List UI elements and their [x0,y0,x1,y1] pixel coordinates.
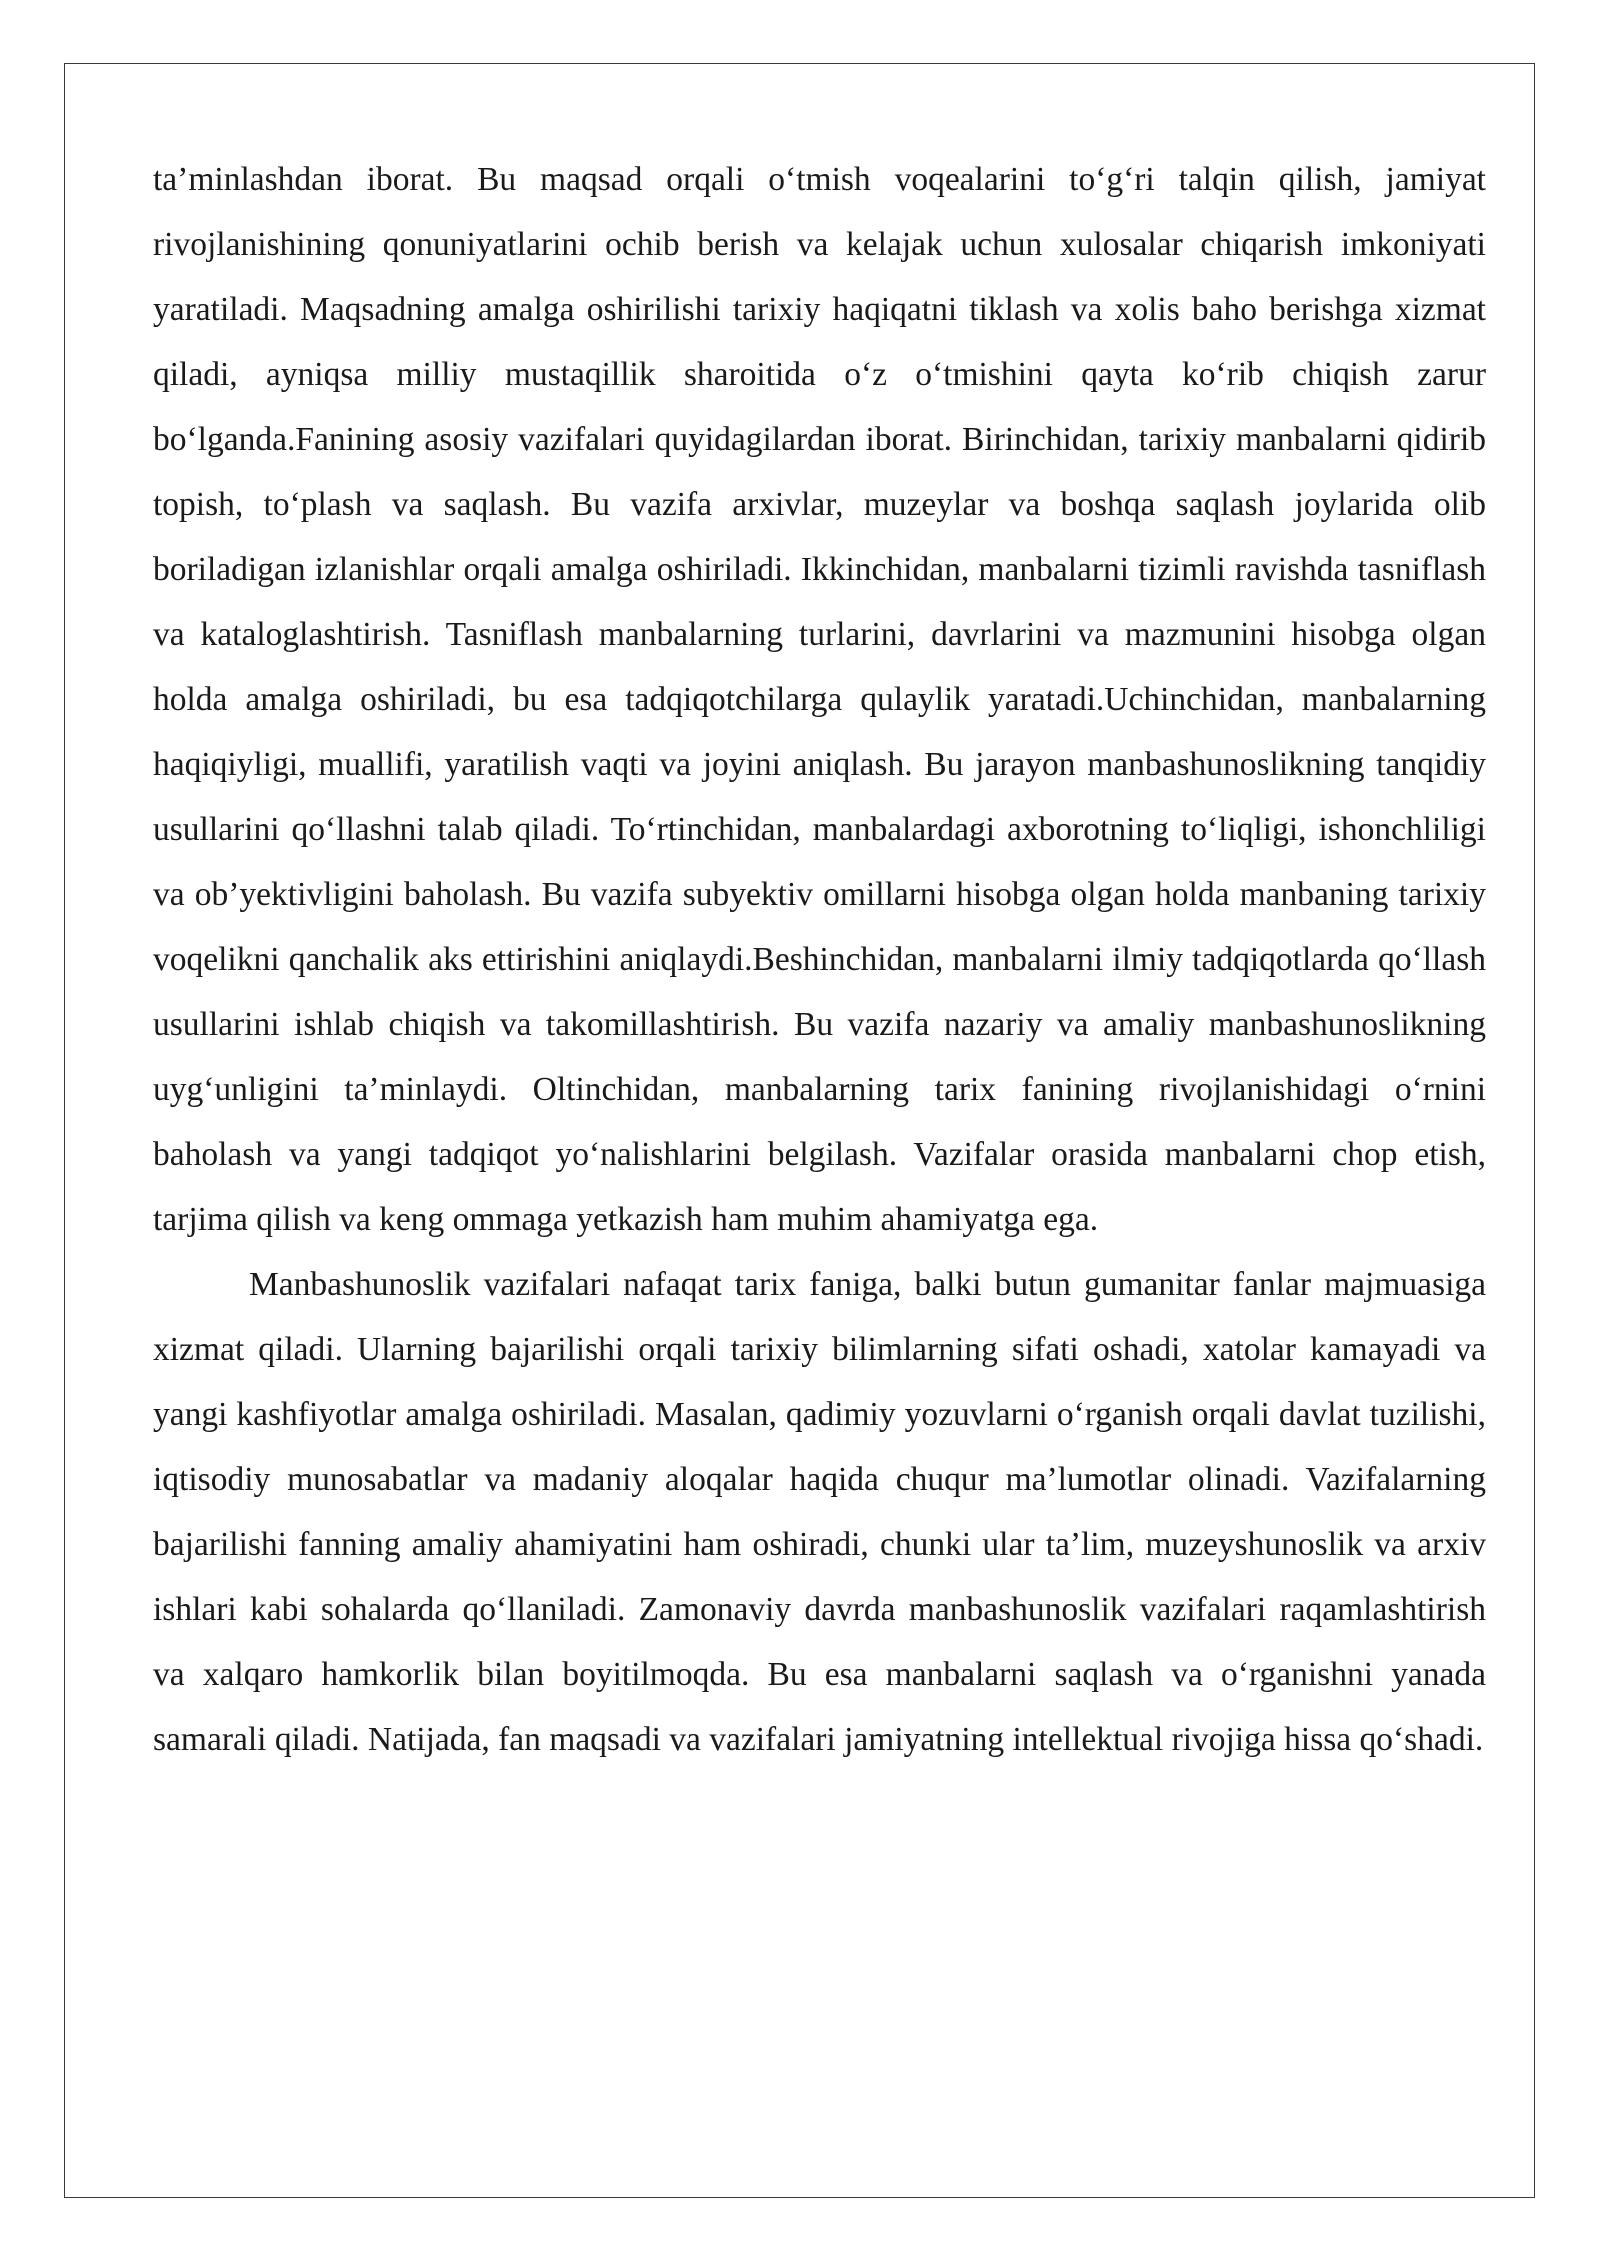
document-body [153,147,1486,1772]
paragraph-2: Manbashunoslik vazifalari nafaqat tarix faniga, balki butun gumanitar fanlar majmuasiga xizmat qiladi. Ularning bajarilishi orqali tarixiy bilimlarning sifati oshadi, xatolar kamayadi va yangi kashfiyotlar amalga oshiriladi. Masalan, qadimiy yozuvlarni o‘rganish orqali davlat tuzilishi, iqtisodiy munosabatlar va madaniy aloqalar haqida chuqur ma’lumotlar olinadi. Vazifalarning bajarilishi fanning amaliy ahamiyatini ham oshiradi, chunki ular ta’lim, muzeyshunoslik va arxiv ishlari kabi sohalarda qo‘llaniladi. Zamonaviy davrda manbashunoslik vazifalari raqamlashtirish va xalqaro hamkorlik bilan boyitilmoqda. Bu esa manbalarni saqlash va o‘rganishni yanada samarali qiladi. Natijada, fan maqsadi va vazifalari jamiyatning intellektual rivojiga hissa qo‘shadi. [153,1266,1486,1758]
paragraph-1: ta’minlashdan iborat. Bu maqsad orqali o‘tmish voqealarini to‘g‘ri talqin qilish, jamiyat rivojlanishining qonuniyatlarini ochib berish va kelajak uchun xulosalar chiqarish imkoniyati yaratiladi. Maqsadning amalga oshirilishi tarixiy haqiqatni tiklash va xolis baho berishga xizmat qiladi, ayniqsa milliy mustaqillik sharoitida o‘z o‘tmishini qayta ko‘rib chiqish zarur bo‘lganda.Fanining asosiy vazifalari quyidagilardan iborat. Birinchidan, tarixiy manbalarni qidirib topish, to‘plash va saqlash. Bu vazifa arxivlar, muzeylar va boshqa saqlash joylarida olib boriladigan izlanishlar orqali amalga oshiriladi. Ikkinchidan, manbalarni tizimli ravishda tasniflash va kataloglashtirish. Tasniflash manbalarning turlarini, davrlarini va mazmunini hisobga olgan holda amalga oshiriladi, bu esa tadqiqotchilarga qulaylik yaratadi.Uchinchidan, manbalarning haqiqiyligi, muallifi, yaratilish vaqti va joyini aniqlash. Bu jarayon manbashunoslikning tanqidiy usullarini qo‘llashni talab qiladi. To‘rtinchidan, manbalardagi axborotning to‘liqligi, ishonchliligi va ob’yektivligini baholash. Bu vazifa subyektiv omillarni hisobga olgan holda manbaning tarixiy voqelikni qanchalik aks ettirishini aniqlaydi.Beshinchidan, manbalarni ilmiy tadqiqotlarda qo‘llash usullarini ishlab chiqish va takomillashtirish. Bu vazifa nazariy va amaliy manbashunoslikning uyg‘unligini ta’minlaydi. Oltinchidan, manbalarning tarix fanining rivojlanishidagi o‘rnini baholash va yangi tadqiqot yo‘nalishlarini belgilash. Vazifalar orasida manbalarni chop etish, tarjima qilish va keng ommaga yetkazish ham muhim ahamiyatga ega. [153,161,1486,1238]
